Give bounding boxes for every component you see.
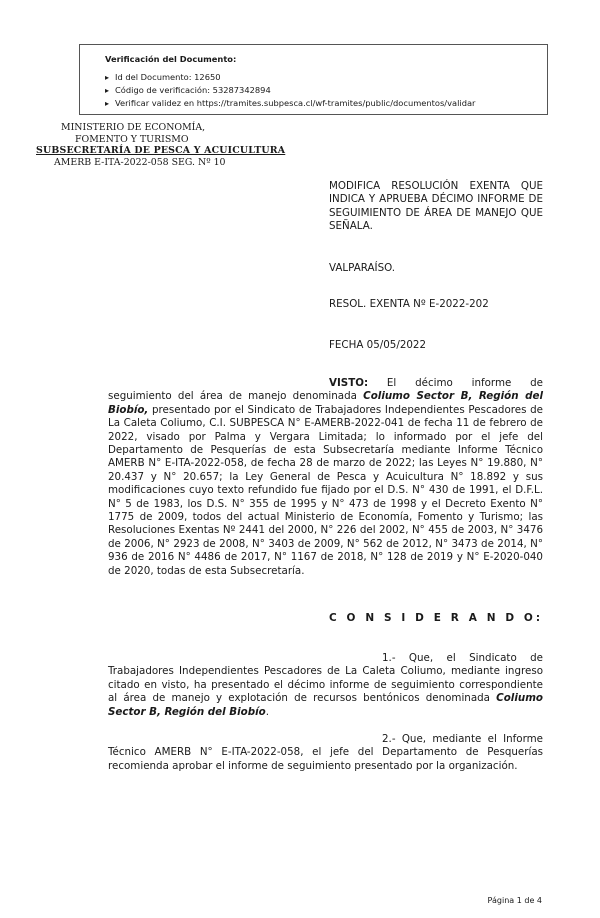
para1-text-1: 1.- Que, el Sindicato de Trabajadores Independientes Pescadores de La Caleta Coliumo, mediante ingreso citado en visto, ha presentado el décimo informe de seguimiento correspondiente al área de manejo y explotación de recursos bentónicos denominada bbox=[108, 652, 543, 705]
verification-doc-id: ▸ Id del Documento: 12650 bbox=[105, 71, 547, 84]
ministry-name-cont: FOMENTO Y TURISMO bbox=[75, 133, 189, 145]
letterhead bbox=[36, 122, 296, 168]
visto-label: VISTO: bbox=[329, 377, 369, 389]
document-subject: MODIFICA RESOLUCIÓN EXENTA QUE INDICA Y APRUEBA DÉCIMO INFORME DE SEGUIMIENTO DE ÁREA DE MANEJO QUE SEÑALA. bbox=[329, 180, 543, 233]
considerando-paragraph-2: 2.- Que, mediante el Informe Técnico AMERB N° E-ITA-2022-058, el jefe del Departamento de Pesquerías recomienda aprobar el informe de seguimiento presentado por la organización. bbox=[108, 733, 543, 772]
resolution-number: RESOL. EXENTA Nº E-2022-202 bbox=[329, 298, 489, 310]
considerando-heading: C O N S I D E R A N D O: bbox=[329, 612, 544, 624]
verification-list bbox=[105, 71, 547, 110]
verification-code: ▸ Código de verificación: 53287342894 bbox=[105, 84, 547, 97]
verification-title: Verificación del Documento: bbox=[105, 54, 237, 64]
reference-code: AMERB E-ITA-2022-058 SEG. Nº 10 bbox=[54, 156, 226, 168]
visto-area-name: Coliumo Sector B, Región del Biobío, bbox=[108, 390, 543, 416]
document-date: FECHA 05/05/2022 bbox=[329, 339, 427, 351]
city: VALPARAÍSO. bbox=[329, 262, 396, 274]
verification-box bbox=[79, 44, 548, 115]
ministry-name: MINISTERIO DE ECONOMÍA, bbox=[61, 122, 206, 133]
visto-text-1: El décimo informe de seguimiento del área de manejo denominada bbox=[108, 377, 543, 403]
verification-link[interactable]: ▸ Verificar validez en https://tramites.subpesca.cl/wf-tramites/public/documentos/validar bbox=[105, 97, 547, 110]
visto-paragraph bbox=[108, 377, 543, 578]
subsecretary-name: SUBSECRETARÍA DE PESCA Y ACUICULTURA bbox=[36, 145, 286, 157]
para1-area-name: Coliumo Sector B, Región del Biobío bbox=[108, 692, 543, 718]
visto-text-2: presentado por el Sindicato de Trabajadores Independientes Pescadores de La Caleta Coliumo, C.I. SUBPESCA N° E-AMERB-2022-041 de fecha 11 de febrero de 2022, visado por Palma y Vergara Limitada; lo informado por el jefe del Departamento de Pesquerías de esta Subsecretaría mediante Informe Técnico AMERB N° E-ITA-2022-058, de fecha 28 de marzo de 2022; las Leyes N° 19.880, N° 20.437 y N° 20.657; la Ley General de Pesca y Acuicultura N° 18.892 y sus modificaciones cuyo texto refundido fue fijado por el D.S. N° 430 de 1991, el D.F.L. N° 5 de 1983, los D.S. N° 355 de 1995 y N° 473 de 1998 y el Decreto Exento N° 1775 de 2009, todos del actual Ministerio de Economía, Fomento y Turismo; las Resoluciones Exentas Nº 2441 del 2000, N° 226 del 2002, N° 455 de 2003, N° 3476 de 2006, N° 2923 de 2008, N° 3403 de 2009, N° 562 de 2012, N° 3473 de 2014, N° 936 de 2016 N° 4486 de 2017, N° 1167 de 2018, N° 128 de 2019 y N° E-2020-040 de 2020, todas de esta Subsecretaría. bbox=[108, 403, 543, 577]
considerando-paragraph-1 bbox=[108, 652, 543, 719]
para1-text-2: . bbox=[265, 705, 269, 718]
page-number: Página 1 de 4 bbox=[487, 896, 542, 905]
